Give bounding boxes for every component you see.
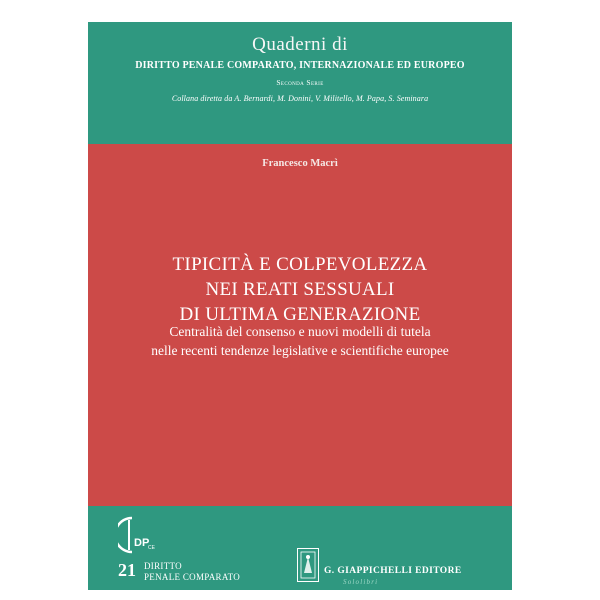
svg-text:DP: DP (134, 537, 150, 549)
book-title-line: TIPICITÀ E COLPEVOLEZZA (172, 254, 428, 275)
series-number-label: Seconda Serie (276, 78, 324, 87)
title-panel (88, 144, 512, 506)
book-title (88, 252, 512, 327)
author-name: Francesco Macrì (262, 158, 338, 169)
cover-footer (88, 506, 512, 590)
publisher-name: G. GIAPPICHELLI EDITORE (324, 566, 462, 576)
book-title-line: NEI REATI SESSUALI (205, 279, 395, 300)
book-title-line: DI ULTIMA GENERAZIONE (179, 304, 421, 325)
series-label-line: DIRITTO (144, 561, 182, 571)
dpce-logo-icon (118, 516, 158, 554)
book-subtitle (88, 322, 512, 360)
imprint-watermark: Sololibri (343, 578, 379, 586)
series-editors: Collana diretta da A. Bernardi, M. Donini, V. Militello, M. Papa, S. Seminara (171, 94, 429, 103)
book-subtitle-line: nelle recenti tendenze legislative e scientifiche europee (151, 343, 449, 358)
series-label-line: PENALE COMPARATO (144, 572, 241, 582)
book-subtitle-line: Centralità del consenso e nuovi modelli di tutela (169, 324, 431, 339)
book-cover (88, 22, 512, 590)
series-header (88, 22, 512, 144)
series-label (144, 561, 240, 583)
publisher-emblem-icon (297, 548, 319, 582)
volume-number: 21 (118, 560, 136, 580)
svg-text:CE: CE (148, 545, 155, 551)
series-subtitle: DIRITTO PENALE COMPARATO, INTERNAZIONALE ED EUROPEO (135, 60, 465, 71)
series-title: Quaderni di (252, 34, 348, 55)
